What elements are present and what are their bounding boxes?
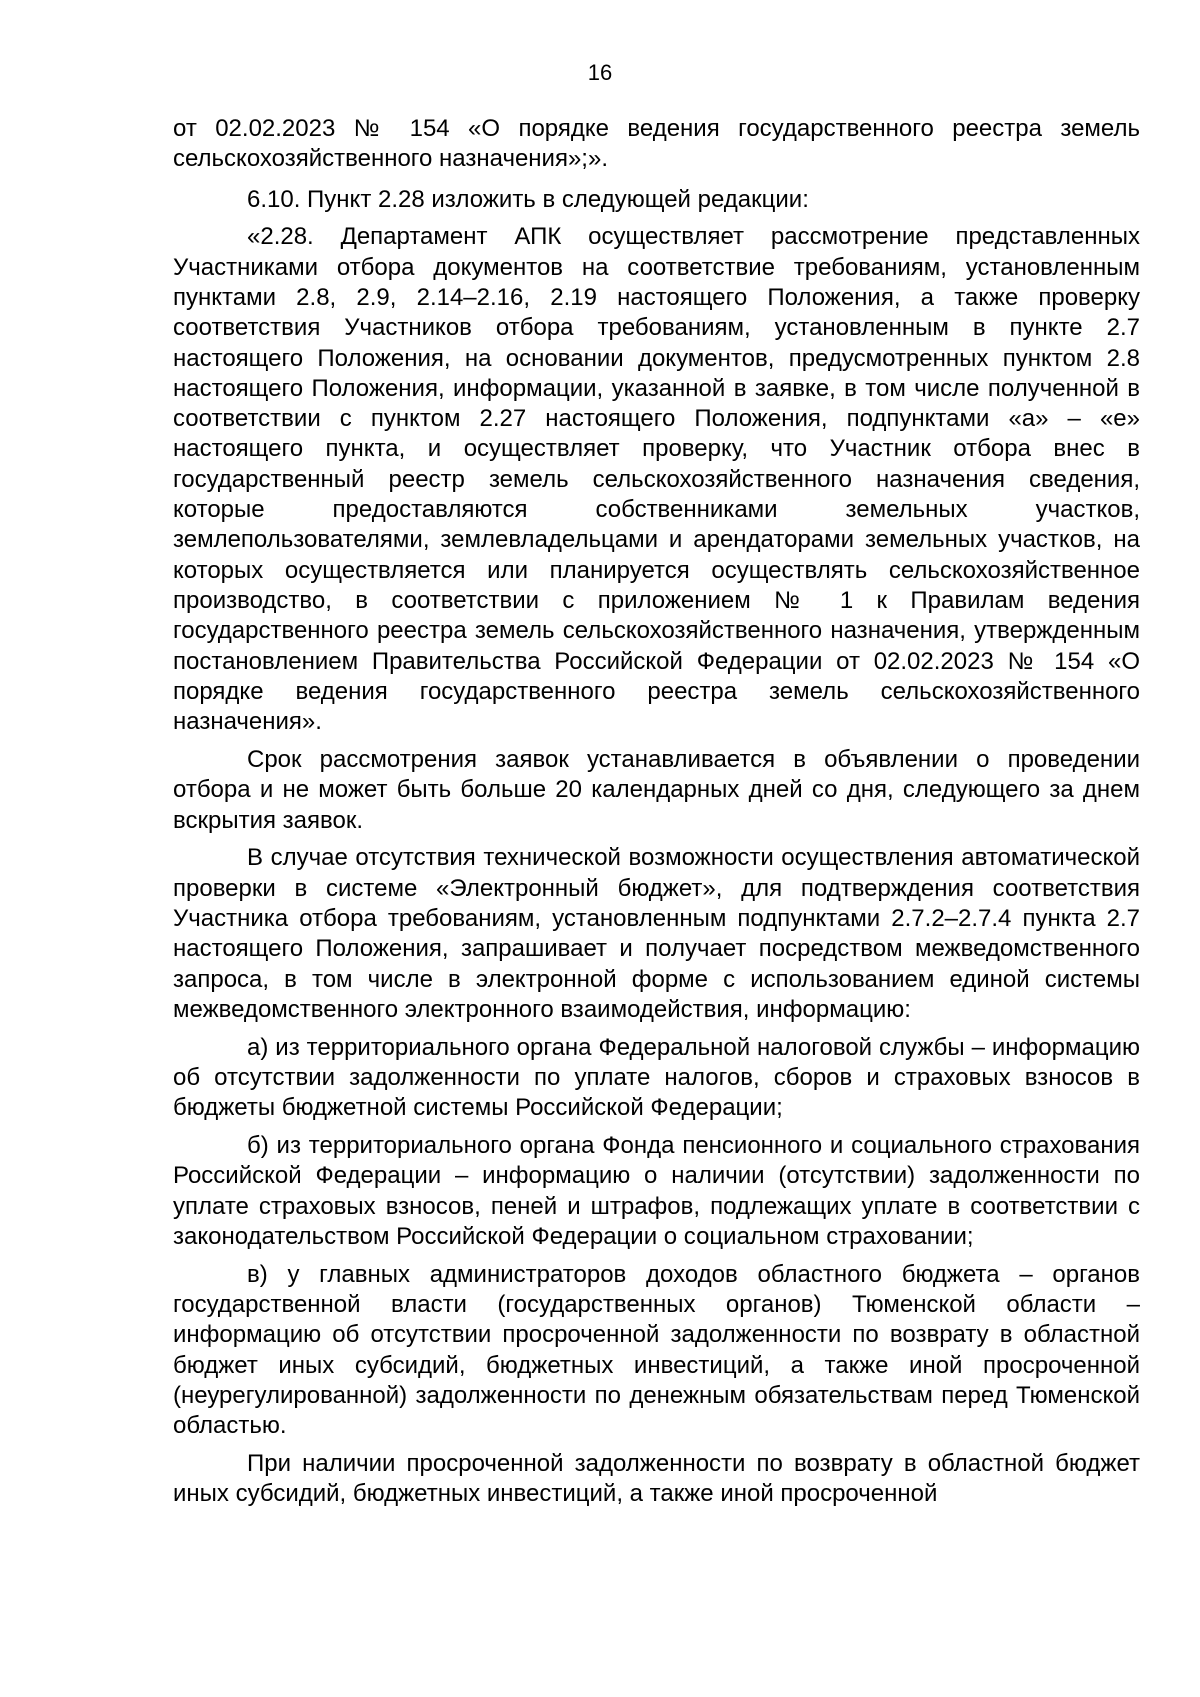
paragraph-amendment-6-10: 6.10. Пункт 2.28 изложить в следующей редакции:	[247, 185, 809, 213]
paragraph-overdue-debt: При наличии просроченной задолженности по возврату в областной бюджет иных субсидий, бюджетных инвестиций, а также иной просроченной	[173, 1449, 1140, 1508]
paragraph-review-period: Срок рассмотрения заявок устанавливается в объявлении о проведении отбора и не может быть больше 20 календарных дней со дня, следующего за днем вскрытия заявок.	[173, 745, 1140, 834]
paragraph-continuation: от 02.02.2023 № 154 «О порядке ведения государственного реестра земель сельскохозяйственного назначения»;».	[173, 115, 1140, 173]
paragraph-clause-2-28: «2.28. Департамент АПК осуществляет рассмотрение представленных Участниками отбора документов на соответствие требованиям, установленным пунктами 2.8, 2.9, 2.14–2.16, 2.19 настоящего Положения, а также проверку соответствия Участников отбора требованиям, установленным в пункте 2.7 настоящего Положения, на основании документов, предусмотренных пунктом 2.8 настоящего Положения, информации, указанной в заявке, в том числе полученной в соответствии с пунктом 2.27 настоящего Положения, подпунктами «а» – «е» настоящего пункта, и осуществляет проверку, что Участник отбора внес в государственный реестр земель сельскохозяйственного назначения сведения, которые предоставляются собственниками земельных участков, землепользователями, землевладельцами и арендаторами земельных участков, на которых осуществляется или планируется осуществлять сельскохозяйственное производство, в соответствии с приложением № 1 к Правилам ведения государственного реестра земель сельскохозяйственного назначения, утвержденным постановлением Правительства Российской Федерации от 02.02.2023 № 154 «О порядке ведения государственного реестра земель сельскохозяйственного назначения».	[173, 223, 1140, 736]
document-body	[173, 114, 1140, 1517]
paragraph-item-b: б) из территориального органа Фонда пенсионного и социального страхования Российской Федерации – информацию о наличии (отсутствии) задолженности по уплате страховых взносов, пеней и штрафов, подлежащих уплате в соответствии с законодательством Российской Федерации о социальном страховании;	[173, 1132, 1140, 1250]
page-number: 16	[587, 60, 613, 85]
paragraph-item-v: в) у главных администраторов доходов областного бюджета – органов государственной власти (государственных органов) Тюменской области – информацию об отсутствии просроченной задолженности по возврату в областной бюджет иных субсидий, бюджетных инвестиций, а также иной просроченной (неурегулированной) задолженности по денежным обязательствам перед Тюменской областью.	[173, 1260, 1140, 1440]
paragraph-interagency-request: В случае отсутствия технической возможности осуществления автоматической проверки в системе «Электронный бюджет», для подтверждения соответствия Участника отбора требованиям, установленным подпунктами 2.7.2–2.7.4 пункта 2.7 настоящего Положения, запрашивает и получает посредством межведомственного запроса, в том числе в электронной форме с использованием единой системы межведомственного электронного взаимодействия, информацию:	[173, 844, 1140, 1023]
paragraph-item-a: а) из территориального органа Федеральной налоговой службы – информацию об отсутствии задолженности по уплате налогов, сборов и страховых взносов в бюджеты бюджетной системы Российской Федерации;	[173, 1033, 1140, 1122]
